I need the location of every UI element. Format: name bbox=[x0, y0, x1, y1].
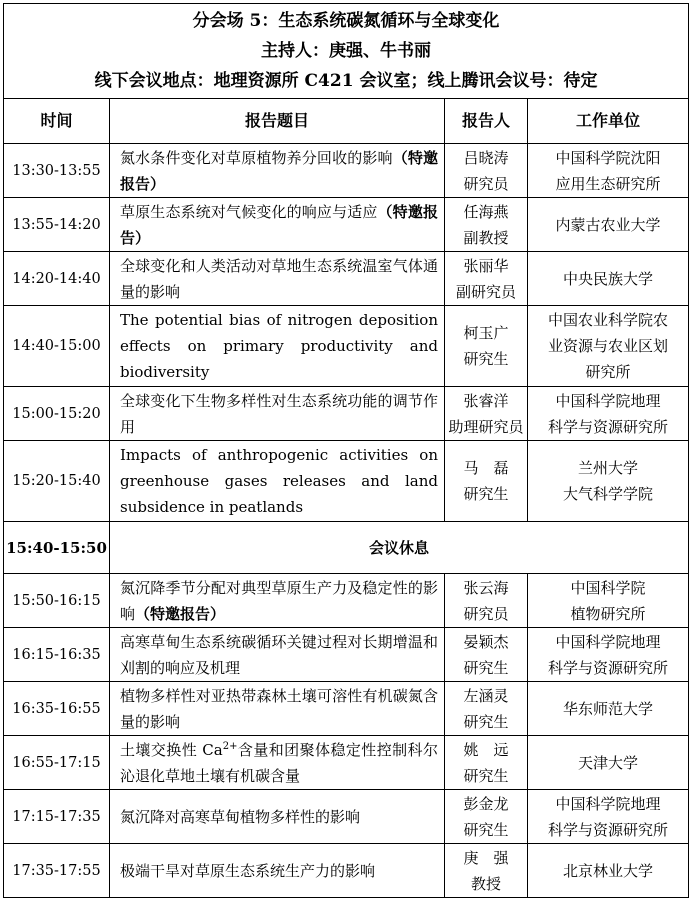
affiliation-cell bbox=[528, 387, 689, 441]
topic-text: 植物多样性对亚热带森林土壤可溶性有机碳氮含量的影响 bbox=[120, 686, 438, 731]
topic-text: 氮沉降对高寒草甸植物多样性的影响 bbox=[120, 807, 361, 826]
affiliation-cell bbox=[528, 441, 689, 522]
talk-time: 15:20-15:40 bbox=[4, 441, 110, 522]
break-time: 15:40-15:50 bbox=[4, 522, 110, 574]
affiliation-line: 中国农业科学院农 bbox=[548, 311, 669, 329]
invited-tag: （特邀报告） bbox=[120, 148, 438, 193]
affiliation-line: 科学与资源研究所 bbox=[548, 417, 669, 436]
affiliation-cell bbox=[528, 574, 689, 628]
session-venue: 线下会议地点：地理资源所 C421 会议室；线上腾讯会议号：待定 bbox=[94, 71, 598, 91]
session-title: 分会场 5：生态系统碳氮循环与全球变化 bbox=[192, 11, 500, 31]
speaker-name: 任海燕 bbox=[463, 202, 509, 221]
speaker-name: 张丽华 bbox=[463, 256, 509, 275]
affiliation-cell bbox=[528, 736, 689, 790]
affiliation-cell bbox=[528, 198, 689, 252]
speaker-title: 研究生 bbox=[463, 820, 509, 839]
table-row bbox=[4, 682, 689, 736]
speaker-cell bbox=[445, 441, 528, 522]
break-row bbox=[4, 522, 689, 574]
table-row bbox=[4, 844, 689, 898]
speaker-cell bbox=[445, 306, 528, 387]
speaker-name: 庚 强 bbox=[463, 848, 509, 867]
talk-time: 13:55-14:20 bbox=[4, 198, 110, 252]
topic-text: 高寒草甸生态系统碳循环关键过程对长期增温和刈割的响应及机理 bbox=[120, 632, 438, 677]
speaker-title: 研究生 bbox=[463, 712, 509, 731]
topic-text: Impacts of anthropogenic activities on greenhouse gases releases and land subsidence in peatlands bbox=[120, 446, 438, 516]
talk-topic bbox=[110, 682, 445, 736]
session-hosts: 主持人：庚强、牛书丽 bbox=[261, 41, 432, 61]
column-header-time: 时间 bbox=[4, 99, 110, 144]
topic-text: 氮沉降季节分配对典型草原生产力及稳定性的影响 bbox=[120, 578, 438, 623]
talk-topic bbox=[110, 628, 445, 682]
invited-tag: （特邀报告） bbox=[120, 202, 438, 247]
speaker-name: 柯玉广 bbox=[463, 324, 509, 342]
speaker-name: 马 磊 bbox=[463, 459, 509, 477]
column-header-speaker: 报告人 bbox=[445, 99, 528, 144]
table-row bbox=[4, 790, 689, 844]
speaker-name: 晏颖杰 bbox=[463, 632, 509, 651]
talk-time: 16:15-16:35 bbox=[4, 628, 110, 682]
table-row bbox=[4, 306, 689, 387]
speaker-title: 研究员 bbox=[463, 604, 509, 623]
speaker-title: 副研究员 bbox=[455, 282, 516, 301]
table-row bbox=[4, 387, 689, 441]
affiliation-line: 中国科学院 bbox=[570, 578, 646, 597]
talk-topic bbox=[110, 306, 445, 387]
talk-topic bbox=[110, 198, 445, 252]
topic-text: The potential bias of nitrogen deposition effects on primary productivity and biodiversity bbox=[120, 311, 438, 381]
talk-time: 16:35-16:55 bbox=[4, 682, 110, 736]
affiliation-cell bbox=[528, 252, 689, 306]
speaker-cell bbox=[445, 252, 528, 306]
column-header-topic: 报告题目 bbox=[110, 99, 445, 144]
affiliation-cell bbox=[528, 628, 689, 682]
talk-topic bbox=[110, 252, 445, 306]
table-row bbox=[4, 441, 689, 522]
talk-topic bbox=[110, 790, 445, 844]
break-label: 会议休息 bbox=[110, 522, 689, 574]
affiliation-line: 天津大学 bbox=[578, 753, 639, 772]
topic-text-post: 含量和团聚体稳定性控制科尔沁退化草地土壤有机碳含量 bbox=[120, 740, 438, 785]
speaker-cell bbox=[445, 628, 528, 682]
affiliation-cell bbox=[528, 306, 689, 387]
affiliation-line: 研究所 bbox=[585, 363, 631, 381]
speaker-cell bbox=[445, 736, 528, 790]
table-row bbox=[4, 574, 689, 628]
speaker-cell bbox=[445, 844, 528, 898]
speaker-name: 张睿洋 bbox=[463, 391, 509, 410]
affiliation-line: 中央民族大学 bbox=[563, 269, 654, 288]
talk-topic bbox=[110, 441, 445, 522]
speaker-cell bbox=[445, 790, 528, 844]
affiliation-line: 北京林业大学 bbox=[563, 861, 654, 880]
affiliation-cell bbox=[528, 790, 689, 844]
session-header bbox=[4, 4, 689, 99]
header-row bbox=[4, 4, 689, 99]
affiliation-line: 兰州大学 bbox=[578, 459, 639, 477]
affiliation-line: 中国科学院沈阳 bbox=[555, 148, 661, 167]
talk-topic bbox=[110, 144, 445, 198]
talk-topic bbox=[110, 387, 445, 441]
talk-time: 17:15-17:35 bbox=[4, 790, 110, 844]
affiliation-line: 内蒙古农业大学 bbox=[555, 215, 661, 234]
speaker-cell bbox=[445, 198, 528, 252]
affiliation-line: 应用生态研究所 bbox=[555, 174, 661, 193]
affiliation-line: 科学与资源研究所 bbox=[548, 820, 669, 839]
invited-tag: （特邀报告） bbox=[135, 604, 226, 623]
talk-topic bbox=[110, 736, 445, 790]
column-header-row bbox=[4, 99, 689, 144]
speaker-cell bbox=[445, 387, 528, 441]
topic-text: 草原生态系统对气候变化的响应与适应 bbox=[120, 202, 378, 221]
affiliation-line: 大气科学学院 bbox=[563, 485, 654, 503]
talk-time: 15:00-15:20 bbox=[4, 387, 110, 441]
affiliation-line: 植物研究所 bbox=[570, 604, 646, 623]
talk-time: 14:40-15:00 bbox=[4, 306, 110, 387]
affiliation-cell bbox=[528, 844, 689, 898]
topic-text: 极端干旱对草原生态系统生产力的影响 bbox=[120, 861, 376, 880]
speaker-name: 左涵灵 bbox=[463, 686, 509, 705]
affiliation-line: 中国科学院地理 bbox=[555, 632, 661, 651]
speaker-cell bbox=[445, 574, 528, 628]
talk-time: 13:30-13:55 bbox=[4, 144, 110, 198]
speaker-name: 吕晓涛 bbox=[463, 148, 509, 167]
table-row bbox=[4, 144, 689, 198]
talk-topic bbox=[110, 574, 445, 628]
table-row bbox=[4, 198, 689, 252]
topic-text-pre: 土壤交换性 Ca bbox=[120, 740, 223, 759]
speaker-name: 姚 远 bbox=[463, 740, 509, 759]
speaker-title: 研究生 bbox=[463, 350, 509, 368]
speaker-title: 教授 bbox=[470, 874, 501, 893]
topic-text: 氮水条件变化对草原植物养分回收的影响 bbox=[120, 148, 393, 167]
schedule-table bbox=[3, 3, 689, 898]
superscript-charge: 2+ bbox=[222, 740, 238, 752]
affiliation-cell bbox=[528, 682, 689, 736]
affiliation-line: 中国科学院地理 bbox=[555, 794, 661, 813]
column-header-affiliation: 工作单位 bbox=[528, 99, 689, 144]
table-row bbox=[4, 736, 689, 790]
speaker-title: 研究员 bbox=[463, 174, 509, 193]
affiliation-line: 业资源与农业区划 bbox=[548, 337, 669, 355]
speaker-title: 研究生 bbox=[463, 766, 509, 785]
talk-time: 16:55-17:15 bbox=[4, 736, 110, 790]
affiliation-line: 科学与资源研究所 bbox=[548, 658, 669, 677]
table-row bbox=[4, 628, 689, 682]
talk-time: 14:20-14:40 bbox=[4, 252, 110, 306]
speaker-title: 研究生 bbox=[463, 658, 509, 677]
speaker-title: 助理研究员 bbox=[448, 417, 524, 436]
table-row bbox=[4, 252, 689, 306]
speaker-name: 张云海 bbox=[463, 578, 509, 597]
affiliation-line: 中国科学院地理 bbox=[555, 391, 661, 410]
speaker-title: 研究生 bbox=[463, 485, 509, 503]
topic-text: 全球变化下生物多样性对生态系统功能的调节作用 bbox=[120, 391, 438, 436]
speaker-title: 副教授 bbox=[463, 228, 509, 247]
speaker-cell bbox=[445, 144, 528, 198]
speaker-name: 彭金龙 bbox=[463, 794, 509, 813]
affiliation-cell bbox=[528, 144, 689, 198]
talk-time: 15:50-16:15 bbox=[4, 574, 110, 628]
topic-text: 全球变化和人类活动对草地生态系统温室气体通量的影响 bbox=[120, 256, 438, 301]
talk-topic bbox=[110, 844, 445, 898]
affiliation-line: 华东师范大学 bbox=[563, 699, 654, 718]
speaker-cell bbox=[445, 682, 528, 736]
talk-time: 17:35-17:55 bbox=[4, 844, 110, 898]
